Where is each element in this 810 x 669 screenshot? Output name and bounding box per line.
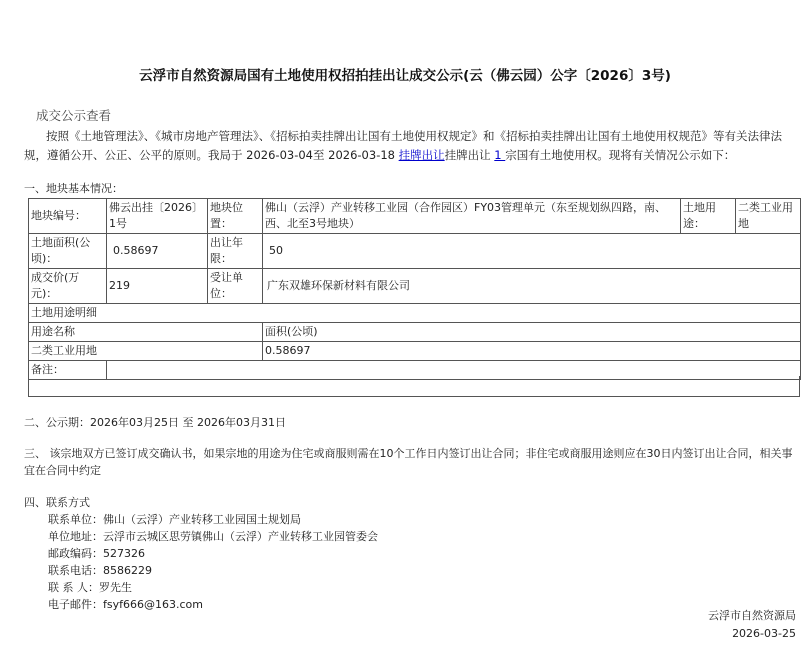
detail-area: 0.58697: [263, 342, 801, 361]
section-4-heading: 四、联系方式: [24, 496, 90, 509]
contact-phone: 联系电话：8586229: [48, 564, 152, 577]
detail-use: 二类工业用地: [29, 342, 263, 361]
contact-postcode: 邮政编码：527326: [48, 547, 145, 560]
col-use-header: 用途名称: [29, 323, 263, 342]
intro-paragraph: [24, 127, 794, 165]
intro-text: 按照《土地管理法》、《城市房地产管理法》、《招标拍卖挂牌出让国有土地使用权规定》和《招标拍卖挂牌出让国有土地使用权规范》等有关法律法规，遵循公开、公正、公平的原则。我局于 2026-03-04至 2026-03-18: [24, 129, 782, 162]
use: 二类工业用地: [736, 199, 801, 234]
area-label: 土地面积(公顷)：: [29, 234, 107, 269]
contact-person: 联 系 人：罗先生: [48, 581, 132, 594]
parcel-no: 佛云出挂〔2026〕1号: [107, 199, 208, 234]
table-footer-space: [28, 376, 800, 397]
price-label: 成交价(万元)：: [29, 269, 107, 304]
term-label: 出让年限：: [208, 234, 263, 269]
use-label: 土地用途：: [681, 199, 736, 234]
count-link[interactable]: 1: [494, 148, 506, 162]
buyer: 广东双雄环保新材料有限公司: [263, 269, 801, 304]
footer-org: 云浮市自然资源局: [708, 609, 796, 622]
section-3: 三、 该宗地双方已签订成交确认书，如果宗地的用途为住宅或商服则需在10个工作日内签订出让合同；非住宅或商服用途则应在30日内签订出让合同，相关事宜在合同中约定: [24, 447, 793, 477]
price: 219: [107, 269, 208, 304]
contact-list: [48, 511, 378, 613]
detail-label: 土地用途明细: [29, 304, 801, 323]
listing-link[interactable]: 挂牌出让: [398, 148, 445, 162]
intro-text-mid: 挂牌出让: [444, 148, 495, 162]
remark-label: 备注：: [29, 361, 107, 380]
page-title: 云浮市自然资源局国有土地使用权招拍挂出让成交公示(云（佛云园）公字〔2026〕3号): [139, 68, 671, 84]
term: 50: [263, 234, 801, 269]
col-area-header: 面积(公顷): [263, 323, 801, 342]
footer: [708, 607, 796, 643]
contact-address: 单位地址：云浮市云城区思劳镇佛山（云浮）产业转移工业园管委会: [48, 530, 378, 543]
section-1-heading: 一、地块基本情况：: [24, 182, 123, 195]
parcel-no-label: 地块编号：: [29, 199, 107, 234]
contact-unit: 联系单位：佛山（云浮）产业转移工业园国土规划局: [48, 513, 301, 526]
intro-text-post: 宗国有土地使用权。现将有关情况公示如下：: [505, 148, 736, 162]
parcel-table: [28, 198, 801, 380]
buyer-label: 受让单位：: [208, 269, 263, 304]
location-label: 地块位置：: [208, 199, 263, 234]
area: 0.58697: [107, 234, 208, 269]
contact-email: 电子邮件：fsyf666@163.com: [48, 598, 203, 611]
location: 佛山（云浮）产业转移工业园（合作园区）FY03管理单元（东至规划纵四路，南、西、北至3号地块）: [263, 199, 681, 234]
subtitle: 成交公示查看: [36, 108, 112, 123]
section-2: 二、公示期：2026年03月25日 至 2026年03月31日: [24, 416, 286, 429]
footer-date: 2026-03-25: [732, 627, 796, 640]
